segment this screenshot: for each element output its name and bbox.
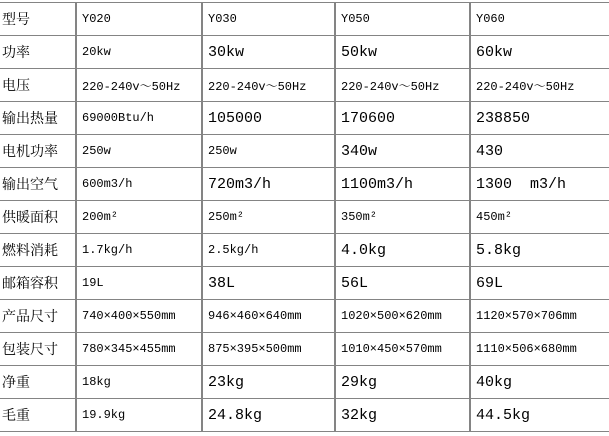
row-label: 净重	[0, 366, 76, 399]
table-row	[0, 36, 609, 69]
table-row	[0, 300, 609, 333]
spec-value: 946×460×640mm	[202, 300, 335, 333]
spec-value: 170600	[335, 102, 470, 135]
spec-value: 250m²	[202, 201, 335, 234]
row-label: 邮箱容积	[0, 267, 76, 300]
spec-value: 2.5kg/h	[202, 234, 335, 267]
spec-value: 20kw	[76, 36, 202, 69]
spec-value: 250w	[76, 135, 202, 168]
spec-value: 1.7kg/h	[76, 234, 202, 267]
spec-value: 450m²	[470, 201, 609, 234]
spec-table	[0, 2, 609, 432]
table-row	[0, 366, 609, 399]
spec-value: 5.8kg	[470, 234, 609, 267]
table-row	[0, 168, 609, 201]
table-row	[0, 102, 609, 135]
spec-value: 220-240v～50Hz	[202, 69, 335, 102]
row-label: 产品尺寸	[0, 300, 76, 333]
spec-value: 69000Btu/h	[76, 102, 202, 135]
table-row	[0, 333, 609, 366]
spec-value: 44.5kg	[470, 399, 609, 432]
spec-value: 200m²	[76, 201, 202, 234]
spec-value: 250w	[202, 135, 335, 168]
table-row	[0, 69, 609, 102]
spec-value: 1010×450×570mm	[335, 333, 470, 366]
table-row	[0, 267, 609, 300]
spec-value: 30kw	[202, 36, 335, 69]
spec-value: Y030	[202, 3, 335, 36]
spec-value: 32kg	[335, 399, 470, 432]
spec-value: 350m²	[335, 201, 470, 234]
row-label: 输出热量	[0, 102, 76, 135]
spec-value: 29kg	[335, 366, 470, 399]
spec-value: 600m3/h	[76, 168, 202, 201]
table-row	[0, 3, 609, 36]
spec-value: 1100m3/h	[335, 168, 470, 201]
spec-value: 430	[470, 135, 609, 168]
spec-value: 1300 m3/h	[470, 168, 609, 201]
row-label: 型号	[0, 3, 76, 36]
spec-value: 56L	[335, 267, 470, 300]
spec-value: 24.8kg	[202, 399, 335, 432]
spec-value: 50kw	[335, 36, 470, 69]
spec-value: 18kg	[76, 366, 202, 399]
table-row	[0, 135, 609, 168]
spec-value: 220-240v～50Hz	[76, 69, 202, 102]
row-label: 燃料消耗	[0, 234, 76, 267]
table-row	[0, 234, 609, 267]
spec-value: 780×345×455mm	[76, 333, 202, 366]
row-label: 功率	[0, 36, 76, 69]
spec-value: 23kg	[202, 366, 335, 399]
spec-value: 105000	[202, 102, 335, 135]
spec-value: 740×400×550mm	[76, 300, 202, 333]
spec-value: 875×395×500mm	[202, 333, 335, 366]
spec-value: 19.9kg	[76, 399, 202, 432]
table-row	[0, 201, 609, 234]
row-label: 毛重	[0, 399, 76, 432]
spec-value: Y020	[76, 3, 202, 36]
spec-value: 340w	[335, 135, 470, 168]
row-label: 电压	[0, 69, 76, 102]
table-row	[0, 399, 609, 432]
spec-value: 238850	[470, 102, 609, 135]
spec-value: Y060	[470, 3, 609, 36]
spec-value: 60kw	[470, 36, 609, 69]
spec-value: 1020×500×620mm	[335, 300, 470, 333]
row-label: 供暖面积	[0, 201, 76, 234]
spec-value: 40kg	[470, 366, 609, 399]
spec-table-body	[0, 3, 609, 432]
spec-value: 69L	[470, 267, 609, 300]
spec-value: 220-240v～50Hz	[335, 69, 470, 102]
row-label: 输出空气	[0, 168, 76, 201]
row-label: 包装尺寸	[0, 333, 76, 366]
spec-value: 38L	[202, 267, 335, 300]
spec-value: 1120×570×706mm	[470, 300, 609, 333]
spec-value: 720m3/h	[202, 168, 335, 201]
spec-value: 19L	[76, 267, 202, 300]
spec-value: 1110×506×680mm	[470, 333, 609, 366]
row-label: 电机功率	[0, 135, 76, 168]
spec-value: 220-240v～50Hz	[470, 69, 609, 102]
spec-value: 4.0kg	[335, 234, 470, 267]
spec-value: Y050	[335, 3, 470, 36]
